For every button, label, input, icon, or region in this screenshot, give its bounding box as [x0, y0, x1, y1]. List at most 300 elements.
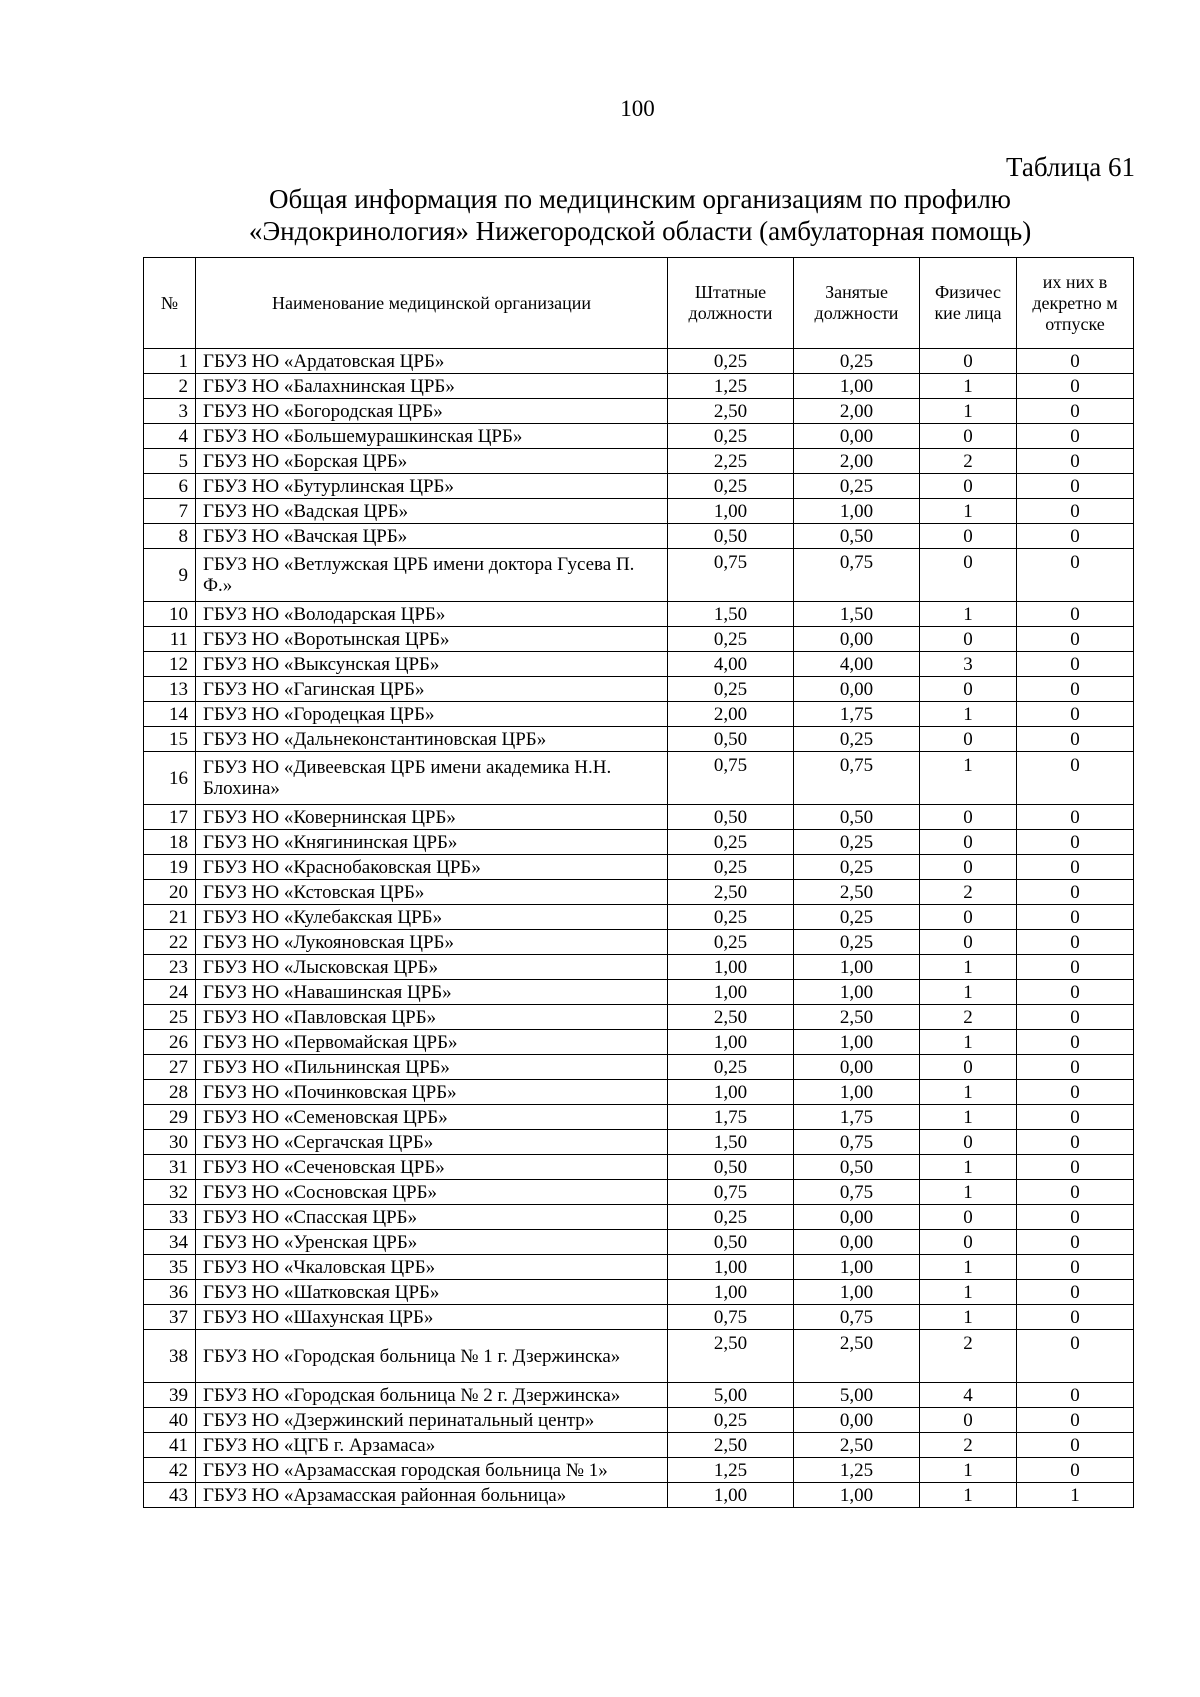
- row-staff-positions: 1,00: [668, 955, 794, 980]
- row-org-name: ГБУЗ НО «Краснобаковская ЦРБ»: [196, 855, 668, 880]
- row-number: 24: [144, 980, 196, 1005]
- row-org-name: ГБУЗ НО «Княгининская ЦРБ»: [196, 830, 668, 855]
- row-individuals: 2: [920, 449, 1017, 474]
- row-org-name: ГБУЗ НО «Лысковская ЦРБ»: [196, 955, 668, 980]
- row-staff-positions: 1,00: [668, 1080, 794, 1105]
- table-row: [144, 1130, 1134, 1155]
- row-org-name: ГБУЗ НО «Навашинская ЦРБ»: [196, 980, 668, 1005]
- row-maternity-leave: 0: [1017, 1230, 1134, 1255]
- row-occupied-positions: 1,00: [794, 1080, 920, 1105]
- header-maternity-leave: их них в декретно м отпуске: [1017, 258, 1134, 349]
- row-staff-positions: 0,25: [668, 627, 794, 652]
- row-individuals: 0: [920, 905, 1017, 930]
- row-number: 18: [144, 830, 196, 855]
- row-number: 6: [144, 474, 196, 499]
- row-org-name: ГБУЗ НО «Большемурашкинская ЦРБ»: [196, 424, 668, 449]
- row-org-name: ГБУЗ НО «Чкаловская ЦРБ»: [196, 1255, 668, 1280]
- row-individuals: 0: [920, 349, 1017, 374]
- page-title: [145, 183, 1135, 247]
- table-row: [144, 1383, 1134, 1408]
- row-number: 28: [144, 1080, 196, 1105]
- row-individuals: 2: [920, 880, 1017, 905]
- row-org-name: ГБУЗ НО «Вадская ЦРБ»: [196, 499, 668, 524]
- row-occupied-positions: 2,50: [794, 880, 920, 905]
- row-occupied-positions: 1,00: [794, 980, 920, 1005]
- row-org-name: ГБУЗ НО «Городецкая ЦРБ»: [196, 702, 668, 727]
- row-number: 43: [144, 1483, 196, 1508]
- row-maternity-leave: 0: [1017, 1205, 1134, 1230]
- table-row: [144, 1155, 1134, 1180]
- row-org-name: ГБУЗ НО «Дзержинский перинатальный центр»: [196, 1408, 668, 1433]
- row-maternity-leave: 0: [1017, 524, 1134, 549]
- row-maternity-leave: 0: [1017, 855, 1134, 880]
- row-occupied-positions: 4,00: [794, 652, 920, 677]
- row-number: 41: [144, 1433, 196, 1458]
- header-org-name: Наименование медицинской организации: [196, 258, 668, 349]
- row-maternity-leave: 0: [1017, 880, 1134, 905]
- header-number: №: [144, 258, 196, 349]
- row-staff-positions: 1,00: [668, 980, 794, 1005]
- header-staff-positions: Штатные должности: [668, 258, 794, 349]
- table-row: [144, 474, 1134, 499]
- table-row: [144, 727, 1134, 752]
- row-number: 4: [144, 424, 196, 449]
- row-occupied-positions: 1,50: [794, 602, 920, 627]
- row-number: 12: [144, 652, 196, 677]
- table-row: [144, 1255, 1134, 1280]
- row-staff-positions: 2,50: [668, 1005, 794, 1030]
- row-individuals: 0: [920, 1130, 1017, 1155]
- row-maternity-leave: 0: [1017, 627, 1134, 652]
- row-maternity-leave: 0: [1017, 1130, 1134, 1155]
- table-row: [144, 399, 1134, 424]
- row-maternity-leave: 0: [1017, 499, 1134, 524]
- row-staff-positions: 0,25: [668, 855, 794, 880]
- table-row: [144, 1305, 1134, 1330]
- row-occupied-positions: 0,75: [794, 549, 920, 602]
- row-number: 36: [144, 1280, 196, 1305]
- row-individuals: 1: [920, 1105, 1017, 1130]
- row-individuals: 2: [920, 1005, 1017, 1030]
- row-maternity-leave: 0: [1017, 1080, 1134, 1105]
- table-row: [144, 1433, 1134, 1458]
- table-row: [144, 1330, 1134, 1383]
- row-maternity-leave: 0: [1017, 1280, 1134, 1305]
- row-occupied-positions: 1,75: [794, 702, 920, 727]
- row-maternity-leave: 0: [1017, 1180, 1134, 1205]
- table-row: [144, 805, 1134, 830]
- row-org-name: ГБУЗ НО «Ковернинская ЦРБ»: [196, 805, 668, 830]
- table-label: Таблица 61: [1006, 152, 1135, 182]
- row-maternity-leave: 0: [1017, 702, 1134, 727]
- row-maternity-leave: 0: [1017, 1305, 1134, 1330]
- row-staff-positions: 1,25: [668, 1458, 794, 1483]
- row-maternity-leave: 1: [1017, 1483, 1134, 1508]
- row-staff-positions: 0,25: [668, 905, 794, 930]
- row-staff-positions: 2,50: [668, 1330, 794, 1383]
- row-staff-positions: 1,25: [668, 374, 794, 399]
- row-org-name: ГБУЗ НО «Кулебакская ЦРБ»: [196, 905, 668, 930]
- row-maternity-leave: 0: [1017, 602, 1134, 627]
- row-staff-positions: 4,00: [668, 652, 794, 677]
- row-occupied-positions: 0,75: [794, 1130, 920, 1155]
- table-row: [144, 349, 1134, 374]
- header-occupied-positions: Занятые должности: [794, 258, 920, 349]
- row-maternity-leave: 0: [1017, 399, 1134, 424]
- row-org-name: ГБУЗ НО «Первомайская ЦРБ»: [196, 1030, 668, 1055]
- row-occupied-positions: 2,50: [794, 1330, 920, 1383]
- table-row: [144, 677, 1134, 702]
- row-maternity-leave: 0: [1017, 905, 1134, 930]
- row-staff-positions: 2,25: [668, 449, 794, 474]
- row-number: 32: [144, 1180, 196, 1205]
- row-org-name: ГБУЗ НО «Воротынская ЦРБ»: [196, 627, 668, 652]
- row-occupied-positions: 0,00: [794, 677, 920, 702]
- row-number: 10: [144, 602, 196, 627]
- row-occupied-positions: 0,25: [794, 905, 920, 930]
- row-org-name: ГБУЗ НО «Пильнинская ЦРБ»: [196, 1055, 668, 1080]
- table-row: [144, 524, 1134, 549]
- row-number: 39: [144, 1383, 196, 1408]
- table-row: [144, 855, 1134, 880]
- row-org-name: ГБУЗ НО «Вачская ЦРБ»: [196, 524, 668, 549]
- row-org-name: ГБУЗ НО «Сосновская ЦРБ»: [196, 1180, 668, 1205]
- row-staff-positions: 1,75: [668, 1105, 794, 1130]
- row-number: 29: [144, 1105, 196, 1130]
- row-individuals: 2: [920, 1330, 1017, 1383]
- row-occupied-positions: 0,00: [794, 1205, 920, 1230]
- row-org-name: ГБУЗ НО «Ветлужская ЦРБ имени доктора Гусева П. Ф.»: [196, 549, 668, 602]
- row-occupied-positions: 1,00: [794, 499, 920, 524]
- row-occupied-positions: 0,00: [794, 1055, 920, 1080]
- row-staff-positions: 1,00: [668, 1030, 794, 1055]
- row-org-name: ГБУЗ НО «Дальнеконстантиновская ЦРБ»: [196, 727, 668, 752]
- row-staff-positions: 0,75: [668, 752, 794, 805]
- row-individuals: 1: [920, 1080, 1017, 1105]
- row-occupied-positions: 1,00: [794, 1280, 920, 1305]
- table-row: [144, 1005, 1134, 1030]
- table-row: [144, 980, 1134, 1005]
- row-number: 23: [144, 955, 196, 980]
- row-occupied-positions: 1,00: [794, 955, 920, 980]
- row-occupied-positions: 2,50: [794, 1005, 920, 1030]
- row-staff-positions: 2,00: [668, 702, 794, 727]
- row-maternity-leave: 0: [1017, 1105, 1134, 1130]
- table-row: [144, 1280, 1134, 1305]
- row-org-name: ГБУЗ НО «Шахунская ЦРБ»: [196, 1305, 668, 1330]
- table-row: [144, 1105, 1134, 1130]
- row-number: 5: [144, 449, 196, 474]
- row-number: 9: [144, 549, 196, 602]
- row-staff-positions: 0,25: [668, 930, 794, 955]
- row-org-name: ГБУЗ НО «Сеченовская ЦРБ»: [196, 1155, 668, 1180]
- row-number: 3: [144, 399, 196, 424]
- row-staff-positions: 0,50: [668, 805, 794, 830]
- row-occupied-positions: 1,00: [794, 374, 920, 399]
- row-maternity-leave: 0: [1017, 930, 1134, 955]
- row-maternity-leave: 0: [1017, 1458, 1134, 1483]
- row-individuals: 0: [920, 1055, 1017, 1080]
- row-staff-positions: 1,50: [668, 1130, 794, 1155]
- table-row: [144, 930, 1134, 955]
- row-occupied-positions: 1,25: [794, 1458, 920, 1483]
- row-maternity-leave: 0: [1017, 1030, 1134, 1055]
- row-occupied-positions: 0,25: [794, 930, 920, 955]
- row-individuals: 1: [920, 602, 1017, 627]
- row-number: 34: [144, 1230, 196, 1255]
- title-line-1: Общая информация по медицинским организациям по профилю: [269, 184, 1011, 214]
- row-number: 25: [144, 1005, 196, 1030]
- row-individuals: 1: [920, 752, 1017, 805]
- row-number: 13: [144, 677, 196, 702]
- row-individuals: 0: [920, 1408, 1017, 1433]
- row-staff-positions: 0,25: [668, 424, 794, 449]
- row-individuals: 0: [920, 549, 1017, 602]
- row-number: 22: [144, 930, 196, 955]
- row-maternity-leave: 0: [1017, 980, 1134, 1005]
- row-staff-positions: 0,25: [668, 830, 794, 855]
- row-individuals: 1: [920, 1155, 1017, 1180]
- row-org-name: ГБУЗ НО «Шатковская ЦРБ»: [196, 1280, 668, 1305]
- row-number: 14: [144, 702, 196, 727]
- table-row: [144, 1180, 1134, 1205]
- row-org-name: ГБУЗ НО «Сергачская ЦРБ»: [196, 1130, 668, 1155]
- row-number: 19: [144, 855, 196, 880]
- row-individuals: 1: [920, 1180, 1017, 1205]
- row-org-name: ГБУЗ НО «Выксунская ЦРБ»: [196, 652, 668, 677]
- row-staff-positions: 0,25: [668, 1408, 794, 1433]
- table-header-row: [144, 258, 1134, 349]
- row-maternity-leave: 0: [1017, 1255, 1134, 1280]
- row-org-name: ГБУЗ НО «Городская больница № 1 г. Дзержинска»: [196, 1330, 668, 1383]
- row-maternity-leave: 0: [1017, 474, 1134, 499]
- row-staff-positions: 2,50: [668, 399, 794, 424]
- row-org-name: ГБУЗ НО «Кстовская ЦРБ»: [196, 880, 668, 905]
- row-number: 33: [144, 1205, 196, 1230]
- row-maternity-leave: 0: [1017, 677, 1134, 702]
- row-occupied-positions: 1,75: [794, 1105, 920, 1130]
- row-number: 21: [144, 905, 196, 930]
- table-row: [144, 955, 1134, 980]
- table-row: [144, 1080, 1134, 1105]
- row-staff-positions: 0,50: [668, 524, 794, 549]
- row-org-name: ГБУЗ НО «Починковская ЦРБ»: [196, 1080, 668, 1105]
- row-staff-positions: 0,25: [668, 474, 794, 499]
- row-individuals: 0: [920, 727, 1017, 752]
- row-number: 38: [144, 1330, 196, 1383]
- row-staff-positions: 1,50: [668, 602, 794, 627]
- table-row: [144, 424, 1134, 449]
- row-staff-positions: 1,00: [668, 499, 794, 524]
- table-row: [144, 602, 1134, 627]
- row-maternity-leave: 0: [1017, 1408, 1134, 1433]
- row-individuals: 2: [920, 1433, 1017, 1458]
- row-occupied-positions: 2,00: [794, 449, 920, 474]
- row-individuals: 0: [920, 424, 1017, 449]
- row-maternity-leave: 0: [1017, 1005, 1134, 1030]
- row-occupied-positions: 0,75: [794, 1305, 920, 1330]
- row-org-name: ГБУЗ НО «Ардатовская ЦРБ»: [196, 349, 668, 374]
- row-maternity-leave: 0: [1017, 374, 1134, 399]
- row-individuals: 3: [920, 652, 1017, 677]
- row-individuals: 0: [920, 474, 1017, 499]
- table-row: [144, 1230, 1134, 1255]
- row-individuals: 1: [920, 702, 1017, 727]
- row-maternity-leave: 0: [1017, 449, 1134, 474]
- row-org-name: ГБУЗ НО «Гагинская ЦРБ»: [196, 677, 668, 702]
- row-individuals: 1: [920, 1483, 1017, 1508]
- table-row: [144, 752, 1134, 805]
- row-individuals: 0: [920, 930, 1017, 955]
- table-row: [144, 830, 1134, 855]
- row-individuals: 1: [920, 399, 1017, 424]
- row-staff-positions: 0,50: [668, 1155, 794, 1180]
- row-individuals: 1: [920, 1458, 1017, 1483]
- row-individuals: 1: [920, 1305, 1017, 1330]
- row-staff-positions: 0,25: [668, 1205, 794, 1230]
- row-occupied-positions: 5,00: [794, 1383, 920, 1408]
- row-staff-positions: 5,00: [668, 1383, 794, 1408]
- row-staff-positions: 2,50: [668, 1433, 794, 1458]
- row-individuals: 1: [920, 1280, 1017, 1305]
- row-org-name: ГБУЗ НО «ЦГБ г. Арзамаса»: [196, 1433, 668, 1458]
- row-number: 31: [144, 1155, 196, 1180]
- table-row: [144, 1055, 1134, 1080]
- row-number: 2: [144, 374, 196, 399]
- row-maternity-leave: 0: [1017, 652, 1134, 677]
- table-row: [144, 499, 1134, 524]
- row-number: 16: [144, 752, 196, 805]
- row-occupied-positions: 1,00: [794, 1483, 920, 1508]
- row-individuals: 1: [920, 1255, 1017, 1280]
- table-row: [144, 449, 1134, 474]
- row-occupied-positions: 1,00: [794, 1255, 920, 1280]
- row-individuals: 0: [920, 524, 1017, 549]
- row-staff-positions: 1,00: [668, 1255, 794, 1280]
- row-org-name: ГБУЗ НО «Бутурлинская ЦРБ»: [196, 474, 668, 499]
- row-maternity-leave: 0: [1017, 805, 1134, 830]
- row-org-name: ГБУЗ НО «Володарская ЦРБ»: [196, 602, 668, 627]
- row-individuals: 1: [920, 499, 1017, 524]
- row-org-name: ГБУЗ НО «Семеновская ЦРБ»: [196, 1105, 668, 1130]
- row-org-name: ГБУЗ НО «Борская ЦРБ»: [196, 449, 668, 474]
- row-staff-positions: 0,50: [668, 1230, 794, 1255]
- row-staff-positions: 0,75: [668, 1180, 794, 1205]
- row-staff-positions: 0,25: [668, 677, 794, 702]
- row-individuals: 1: [920, 374, 1017, 399]
- row-org-name: ГБУЗ НО «Арзамасская городская больница № 1»: [196, 1458, 668, 1483]
- row-occupied-positions: 0,50: [794, 1155, 920, 1180]
- row-staff-positions: 0,50: [668, 727, 794, 752]
- row-staff-positions: 0,25: [668, 1055, 794, 1080]
- table-row: [144, 880, 1134, 905]
- row-number: 1: [144, 349, 196, 374]
- row-staff-positions: 2,50: [668, 880, 794, 905]
- row-occupied-positions: 0,00: [794, 1230, 920, 1255]
- row-occupied-positions: 2,00: [794, 399, 920, 424]
- row-org-name: ГБУЗ НО «Богородская ЦРБ»: [196, 399, 668, 424]
- row-org-name: ГБУЗ НО «Павловская ЦРБ»: [196, 1005, 668, 1030]
- row-occupied-positions: 0,25: [794, 349, 920, 374]
- row-individuals: 0: [920, 805, 1017, 830]
- row-org-name: ГБУЗ НО «Арзамасская районная больница»: [196, 1483, 668, 1508]
- row-occupied-positions: 1,00: [794, 1030, 920, 1055]
- row-number: 30: [144, 1130, 196, 1155]
- row-maternity-leave: 0: [1017, 1055, 1134, 1080]
- row-staff-positions: 0,25: [668, 349, 794, 374]
- row-org-name: ГБУЗ НО «Уренская ЦРБ»: [196, 1230, 668, 1255]
- row-staff-positions: 1,00: [668, 1280, 794, 1305]
- table-row: [144, 1408, 1134, 1433]
- table-row: [144, 702, 1134, 727]
- row-occupied-positions: 0,50: [794, 524, 920, 549]
- row-number: 20: [144, 880, 196, 905]
- row-number: 42: [144, 1458, 196, 1483]
- row-org-name: ГБУЗ НО «Городская больница № 2 г. Дзержинска»: [196, 1383, 668, 1408]
- table-row: [144, 1458, 1134, 1483]
- row-individuals: 1: [920, 1030, 1017, 1055]
- row-staff-positions: 1,00: [668, 1483, 794, 1508]
- row-individuals: 0: [920, 830, 1017, 855]
- row-maternity-leave: 0: [1017, 1155, 1134, 1180]
- row-occupied-positions: 0,25: [794, 474, 920, 499]
- row-maternity-leave: 0: [1017, 349, 1134, 374]
- table-row: [144, 627, 1134, 652]
- row-maternity-leave: 0: [1017, 727, 1134, 752]
- row-org-name: ГБУЗ НО «Балахнинская ЦРБ»: [196, 374, 668, 399]
- table-row: [144, 374, 1134, 399]
- row-occupied-positions: 0,25: [794, 727, 920, 752]
- row-individuals: 0: [920, 1230, 1017, 1255]
- table-row: [144, 652, 1134, 677]
- row-maternity-leave: 0: [1017, 1330, 1134, 1383]
- table-row: [144, 1030, 1134, 1055]
- row-individuals: 0: [920, 1205, 1017, 1230]
- row-individuals: 1: [920, 955, 1017, 980]
- row-maternity-leave: 0: [1017, 830, 1134, 855]
- row-maternity-leave: 0: [1017, 1433, 1134, 1458]
- row-maternity-leave: 0: [1017, 1383, 1134, 1408]
- title-line-2: «Эндокринология» Нижегородской области (амбулаторная помощь): [248, 216, 1032, 246]
- row-maternity-leave: 0: [1017, 955, 1134, 980]
- row-number: 8: [144, 524, 196, 549]
- row-occupied-positions: 0,00: [794, 1408, 920, 1433]
- row-individuals: 0: [920, 677, 1017, 702]
- row-org-name: ГБУЗ НО «Лукояновская ЦРБ»: [196, 930, 668, 955]
- row-occupied-positions: 0,00: [794, 424, 920, 449]
- row-individuals: 4: [920, 1383, 1017, 1408]
- row-maternity-leave: 0: [1017, 549, 1134, 602]
- page-number: 100: [620, 96, 655, 121]
- table-row: [144, 549, 1134, 602]
- row-number: 26: [144, 1030, 196, 1055]
- header-individuals: Физичес кие лица: [920, 258, 1017, 349]
- row-number: 11: [144, 627, 196, 652]
- table-row: [144, 905, 1134, 930]
- row-individuals: 1: [920, 980, 1017, 1005]
- row-occupied-positions: 2,50: [794, 1433, 920, 1458]
- row-maternity-leave: 0: [1017, 424, 1134, 449]
- row-occupied-positions: 0,25: [794, 855, 920, 880]
- row-occupied-positions: 0,75: [794, 752, 920, 805]
- row-occupied-positions: 0,75: [794, 1180, 920, 1205]
- organizations-table: [143, 257, 1134, 1508]
- row-occupied-positions: 0,00: [794, 627, 920, 652]
- table-row: [144, 1205, 1134, 1230]
- table-row: [144, 1483, 1134, 1508]
- row-number: 15: [144, 727, 196, 752]
- row-occupied-positions: 0,25: [794, 830, 920, 855]
